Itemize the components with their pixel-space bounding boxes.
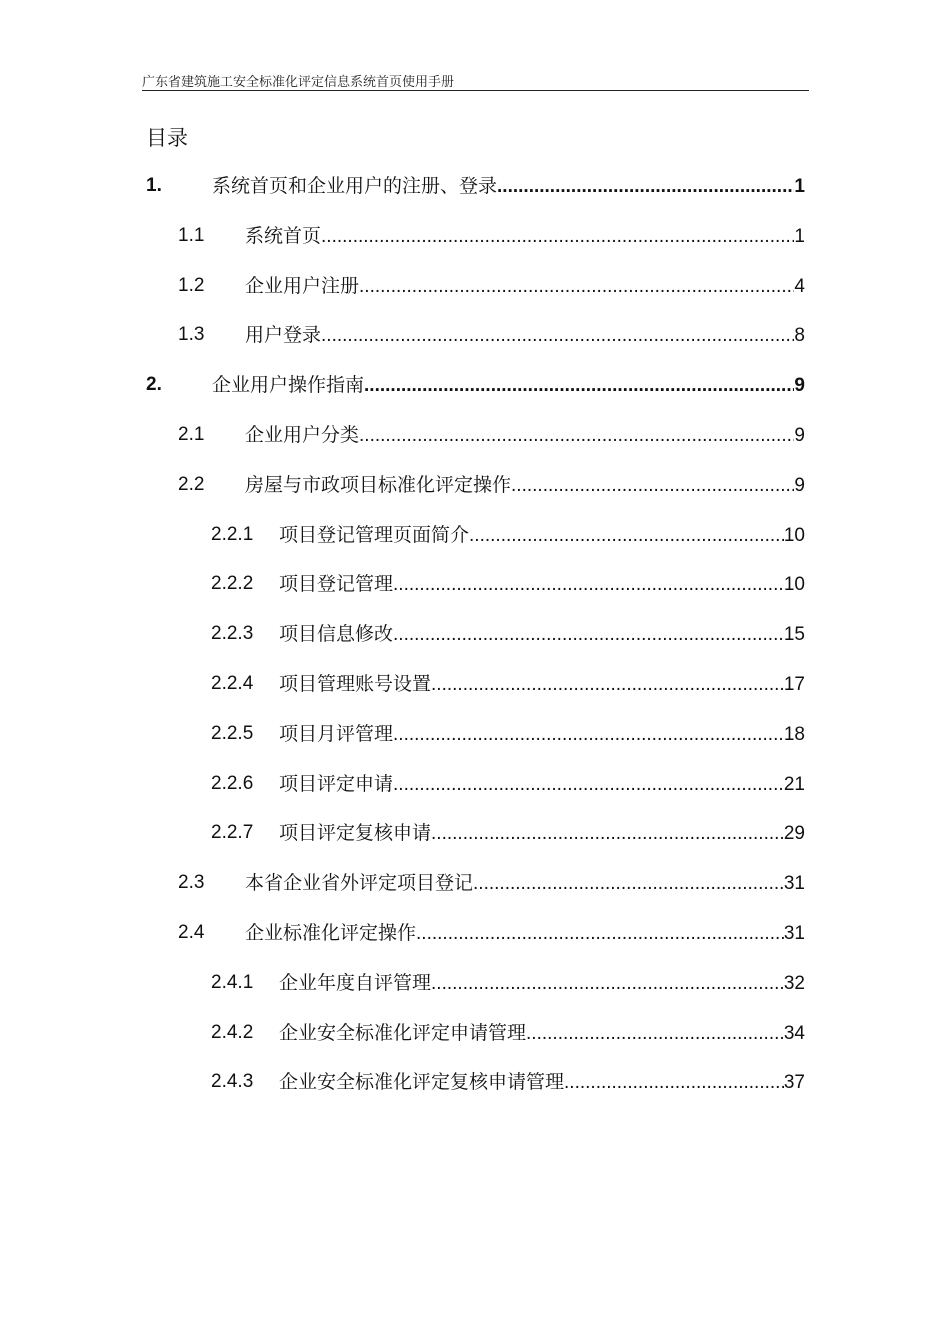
toc-entry-page: 1 [794,225,805,247]
toc-entry-title: 企业标准化评定操作 [245,922,417,944]
toc-entry-title: 企业安全标准化评定复核申请管理 [279,1071,565,1094]
toc-dot-leader [364,371,794,401]
toc-entry-title: 企业用户分类 [245,424,360,446]
toc-entry-page: 9 [794,425,805,446]
toc-entry-number: 1.3 [178,324,205,346]
toc-entry-title: 企业用户注册 [245,274,360,297]
toc-entry-number: 2.3 [178,872,205,894]
toc-entry-title: 用户登录 [245,324,322,347]
toc-title: 目录 [146,126,188,150]
toc-entry-number: 1.2 [178,274,205,296]
toc-entry-number: 2.2.7 [211,822,254,844]
toc-entry[interactable] [0,271,950,301]
toc-dot-leader [321,321,794,351]
toc-entry-title: 系统首页和企业用户的注册、登录 [212,175,498,197]
toc-entry-title: 系统首页 [245,224,322,247]
toc-entry-page: 37 [783,1072,805,1094]
toc-dot-leader [431,670,784,700]
toc-entry[interactable] [0,221,950,251]
toc-entry-page: 17 [783,674,805,695]
toc-entry[interactable] [0,1067,950,1097]
toc-entry-title: 项目登记管理 [279,573,394,596]
toc-entry-page: 31 [783,923,805,944]
toc-entry-title: 企业用户操作指南 [212,374,365,397]
toc-entry-title: 项目登记管理页面简介 [279,523,470,546]
toc-entry[interactable] [0,868,950,898]
toc-entry-page: 21 [783,773,805,795]
toc-dot-leader [473,869,784,899]
toc-entry-page: 15 [783,624,805,646]
toc-entry-title: 房屋与市政项目标准化评定操作 [245,473,512,496]
toc-entry-title: 项目信息修改 [279,623,394,646]
toc-entry[interactable] [0,719,950,749]
toc-entry-page: 31 [783,873,805,895]
toc-entry-number: 2. [146,374,162,396]
toc-entry-number: 2.2.5 [211,722,254,744]
toc-entry-page: 8 [794,325,805,347]
toc-entry[interactable] [0,171,950,201]
toc-entry[interactable] [0,320,950,350]
toc-entry-number: 2.1 [178,424,205,445]
toc-entry[interactable] [0,669,950,699]
toc-entry-number: 2.2 [178,473,205,495]
toc-dot-leader [393,770,784,800]
toc-entry-page: 1 [794,176,805,197]
toc-dot-leader [359,421,794,451]
toc-entry-page: 32 [783,972,805,994]
toc-entry-page: 29 [783,823,805,845]
toc-dot-leader [469,521,784,551]
toc-dot-leader [497,172,794,202]
toc-dot-leader [416,919,784,949]
toc-entry-number: 2.2.4 [211,673,254,694]
toc-entry[interactable] [0,1018,950,1048]
toc-entry[interactable] [0,470,950,500]
toc-dot-leader [526,1019,784,1049]
toc-entry-number: 1. [146,175,162,196]
toc-entry[interactable] [0,968,950,998]
toc-entry-title: 项目月评管理 [279,722,394,745]
toc-entry-page: 10 [783,524,805,546]
toc-entry-number: 2.4.1 [211,971,254,993]
toc-dot-leader [511,471,794,501]
toc-dot-leader [393,620,784,650]
toc-entry-number: 2.2.3 [211,623,254,645]
toc-dot-leader [431,819,784,849]
toc-entry[interactable] [0,569,950,599]
toc-entry-title: 企业年度自评管理 [279,971,432,994]
toc-dot-leader [359,272,794,302]
toc-dot-leader [564,1068,784,1098]
toc-dot-leader [431,969,784,999]
page-header [142,68,809,91]
toc-entry[interactable] [0,370,950,400]
toc-entry-page: 18 [783,723,805,745]
toc-entry-number: 2.2.1 [211,523,254,545]
toc-entry-number: 2.2.6 [211,772,254,794]
toc-entry-title: 项目评定申请 [279,772,394,795]
toc-entry-page: 10 [783,574,805,596]
toc-entry[interactable] [0,818,950,848]
toc-entry[interactable] [0,619,950,649]
toc-entry-page: 9 [794,375,805,397]
toc-entry[interactable] [0,769,950,799]
toc-entry-number: 2.4.2 [211,1021,254,1043]
toc-dot-leader [393,570,784,600]
toc-entry-title: 项目管理账号设置 [279,673,432,695]
toc-entry-title: 项目评定复核申请 [279,822,432,845]
toc-entry-number: 2.2.2 [211,573,254,595]
toc-entry[interactable] [0,420,950,450]
toc-entry-title: 本省企业省外评定项目登记 [245,872,474,895]
header-title: 广东省建筑施工安全标准化评定信息系统首页使用手册 [142,75,455,90]
toc-entry[interactable] [0,520,950,550]
toc-entry[interactable] [0,918,950,948]
toc-dot-leader [393,720,784,750]
toc-entry-number: 2.4 [178,922,205,943]
toc-entry-page: 4 [794,275,805,297]
toc-entry-page: 34 [783,1022,805,1044]
toc-entry-page: 9 [794,474,805,496]
toc-entry-number: 1.1 [178,224,205,246]
toc-dot-leader [321,222,794,252]
toc-entry-number: 2.4.3 [211,1071,254,1093]
toc-entry-title: 企业安全标准化评定申请管理 [279,1021,527,1044]
